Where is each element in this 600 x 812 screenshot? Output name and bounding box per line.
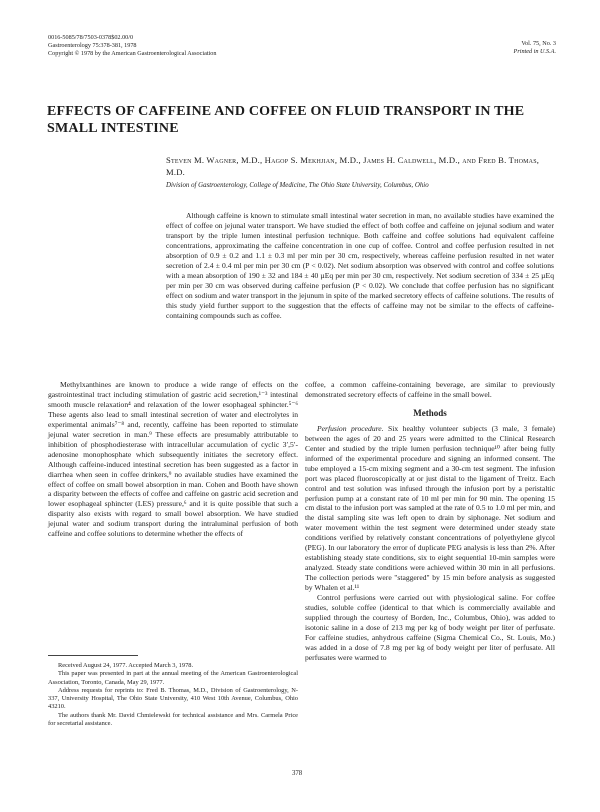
methods-subheading: Perfusion procedure.: [317, 423, 384, 433]
header-line: Copyright © 1978 by the American Gastroenterological Association: [48, 50, 217, 58]
methods-paragraph-2: Control perfusions were carried out with physiological saline. For coffee studies, soluble coffee (identical to that which is commercially available and supplied through the courtesy of Borden, Inc., Columbus, Ohio), was added to isotonic saline in a dose of 213 mg per kg of body weight per liter of perfusate. For caffeine studies, anhydrous caffeine (Sigma Chemical Co., St. Louis, Mo.) was added in a dose of 7.8 mg per kg of body weight per liter of perfusate. All perfusates were warmed to: [305, 593, 555, 662]
methods-paragraph-1-text: Six healthy volunteer subjects (3 male, 3 female) between the ages of 20 and 25 years were admitted to the Clinical Research Center and studied by the triple lumen perfusion technique¹⁰ after being fully informed of the experimental procedure and signing an informed consent. The tube employed a 15-cm mixing segment and a 30-cm test segment. The infusion port was placed fluoroscopically at or just distal to the ligament of Treitz. Each control and test solution was infused through the infusion port by a peristaltic perfusion pump at a constant rate of 10 ml per min for 90 min. The opening 15 cm distal to the infusion port was sampled at the rate of 0.5 to 1.0 ml per min, and the distal sampling site was left open to drain by siphonage. Net sodium and water movement within the test segment were determined under steady state conditions verified by relatively constant concentrations of polyethylene glycol (PEG). In our laboratory the error of duplicate PEG analysis is less than 2%. After establishing steady state conditions, six to eight sequential 10-min samples were analyzed. Steady state conditions were achieved within 30 min in all perfusions. The collection periods were "staggered" by 15 min before analysis as suggested by Whalen et al.¹¹: [305, 423, 555, 593]
printed-in: Printed in U.S.A.: [513, 48, 556, 56]
article-title: EFFECTS OF CAFFEINE AND COFFEE ON FLUID TRANSPORT IN THE SMALL INTESTINE: [47, 104, 525, 136]
body-column-right: [305, 380, 555, 663]
header-line: Gastroenterology 75:378-381, 1978: [48, 42, 137, 50]
footnotes: [48, 655, 298, 728]
body-column-left: [48, 380, 298, 539]
journal-header-left: [48, 34, 216, 59]
affiliation: Division of Gastroenterology, College of Medicine, The Ohio State University, Columbus, Ohio: [166, 182, 429, 189]
continuation-paragraph: coffee, a common caffeine-containing beverage, are similar to previously demonstrated secretory effects of caffeine in the small bowel.: [305, 380, 555, 399]
volume-info: Vol. 75, No. 3: [521, 40, 556, 47]
page-number: 378: [292, 770, 303, 777]
methods-heading: Methods: [413, 407, 447, 418]
footnote: Received August 24, 1977. Accepted March 3, 1978.: [58, 662, 194, 669]
header-line: 0016-5085/78/7503-0378$02.00/0: [48, 34, 134, 41]
author-list: Steven M. Wagner, M.D., Hagop S. Mekhjian, M.D., James H. Caldwell, M.D., and Fred B. Thomas, M.D.: [166, 155, 540, 177]
intro-paragraph: Methylxanthines are known to produce a wide range of effects on the gastrointestinal tract including stimulation of gastric acid secretion,¹⁻³ intestinal smooth muscle relaxation⁴ and relaxation of the lower esophageal sphincter.⁵⁻⁶ These agents also lead to small intestinal secretion of water and electrolytes in experimental animals⁷⁻⁸ and, recently, caffeine has been reported to stimulate jejunal water secretion in man.⁹ These effects are presumably attributable to inhibition of phosphodiesterase with intracellular accumulation of cyclic 3′,5′-adenosine monophosphate which subsequently initiates the secretory effect. Although caffeine-induced intestinal secretion has been suggested as a factor in diarrhea when seen in coffee drinkers,⁹ no available studies have examined the effect of coffee on small bowel absorption in man. Cohen and Booth have shown a disparity between the effects of coffee and caffeine on gastric acid secretion and lower esophageal sphincter (LES) pressure,⁶ and it is quite possible that such a disparity also exists with regard to small bowel absorption. We have studied jejunal water and sodium transport during the intraluminal perfusion of both caffeine and coffee solutions to determine whether the effects of: [48, 380, 298, 539]
journal-header-right: [514, 40, 556, 56]
footnote: The authors thank Mr. David Chmielewski for technical assistance and Mrs. Carmela Price for secretarial assistance.: [48, 711, 298, 728]
footnote-divider: [48, 655, 138, 656]
footnote: Address requests for reprints to: Fred B. Thomas, M.D., Division of Gastroenterology, N-337, University Hospital, The Ohio State University, 410 West 10th Avenue, Columbus, Ohio 43210.: [48, 686, 298, 711]
abstract: Although caffeine is known to stimulate small intestinal water secretion in man, no available studies have examined the effect of coffee on jejunal water transport. We have studied the effect of both coffee and caffeine on jejunal sodium and water transport by the triple lumen intestinal perfusion technique. Both caffeine and coffee solutions had equivalent caffeine concentrations, approximating the caffeine concentration in one cup of coffee. Control and coffee perfusion resulted in net absorption of 0.9 ± 0.2 and 1.1 ± 0.3 ml per min per 30 cm, respectively, whereas caffeine perfusion resulted in net water secretion of 2.4 ± 0.4 ml per min per 30 cm (P < 0.02). Net sodium absorption was observed with control and coffee solutions with a mean absorption of 190 ± 32 and 184 ± 40 µEq per min per 30 cm, respectively. Net sodium secretion of 334 ± 25 µEq per min per 30 cm was observed during caffeine perfusion (P < 0.02). We conclude that coffee perfusion has no significant effect on sodium and water transport in the jejunum in spite of the marked secretory effects of caffeine solutions. The results of this study yield further support to the suggestion that the effects of caffeine may not be similar to the effects of caffeine-containing compounds such as coffee.: [166, 211, 554, 321]
methods-paragraph-1: [305, 424, 555, 593]
footnote: This paper was presented in part at the annual meeting of the American Gastroenterological Association, Toronto, Canada, May 29, 1977.: [48, 670, 298, 686]
